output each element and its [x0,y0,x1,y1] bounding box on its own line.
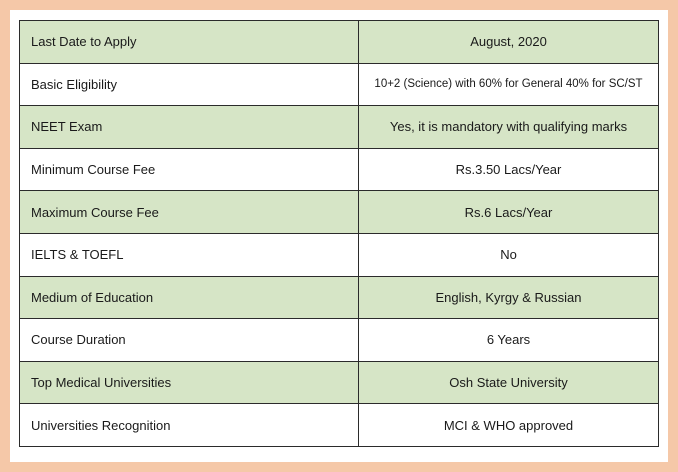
row-value: 10+2 (Science) with 60% for General 40% for SC/ST [359,63,659,106]
row-value: Yes, it is mandatory with qualifying marks [359,106,659,149]
row-label: Medium of Education [20,276,359,319]
row-value: English, Kyrgy & Russian [359,276,659,319]
row-label: Universities Recognition [20,404,359,447]
table-row-recognition [20,404,659,447]
row-label: Basic Eligibility [20,63,359,106]
row-label: Maximum Course Fee [20,191,359,234]
table-row-min-fee [20,148,659,191]
info-table [19,20,659,447]
table-row-universities [20,361,659,404]
row-label: Last Date to Apply [20,21,359,64]
table-row-eligibility [20,63,659,106]
row-label: Top Medical Universities [20,361,359,404]
table-row-duration [20,319,659,362]
row-value: August, 2020 [359,21,659,64]
row-value: Rs.3.50 Lacs/Year [359,148,659,191]
table-row-max-fee [20,191,659,234]
row-value: MCI & WHO approved [359,404,659,447]
table-row-medium [20,276,659,319]
row-label: Course Duration [20,319,359,362]
row-label: Minimum Course Fee [20,148,359,191]
row-value: Rs.6 Lacs/Year [359,191,659,234]
table-frame [10,10,668,462]
table-row-neet [20,106,659,149]
row-value: No [359,233,659,276]
table-row-ielts [20,233,659,276]
table-row-last-date [20,21,659,64]
row-value: Osh State University [359,361,659,404]
row-value: 6 Years [359,319,659,362]
row-label: NEET Exam [20,106,359,149]
row-label: IELTS & TOEFL [20,233,359,276]
